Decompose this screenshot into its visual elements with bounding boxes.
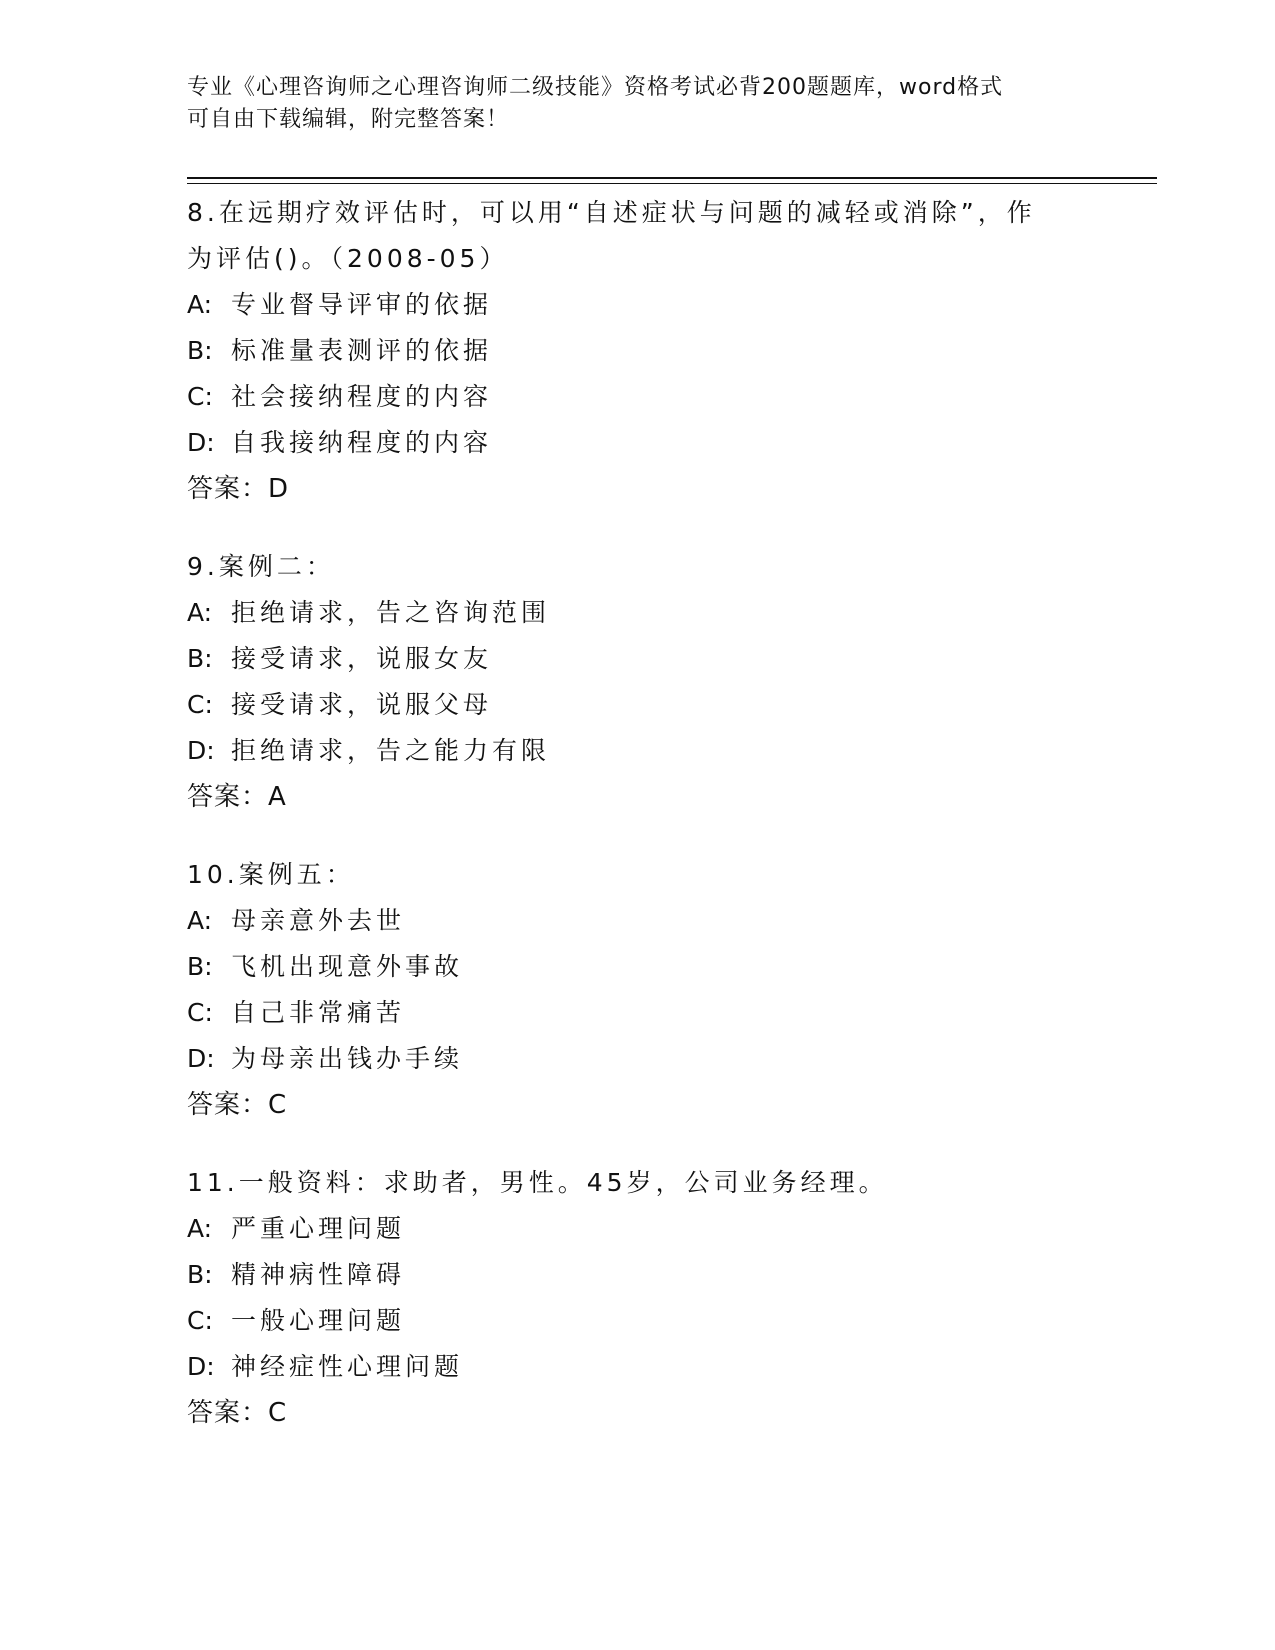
option-text: 标准量表测评的依据: [231, 336, 493, 365]
option-d: [187, 1344, 1087, 1390]
option-a: [187, 590, 1087, 636]
option-letter: A:: [187, 906, 213, 935]
answer-value: A: [268, 782, 286, 812]
header-divider-thin: [187, 183, 1157, 184]
question-stem-continued: 为评估()。（2008-05）: [187, 244, 509, 273]
question-stem: 10.案例五：: [187, 860, 355, 889]
option-a: [187, 282, 1087, 328]
answer-label: 答案：: [187, 1090, 269, 1120]
option-letter: D:: [187, 1352, 215, 1381]
header-line-1: 专业《心理咨询师之心理咨询师二级技能》资格考试必背200题题库，word格式: [187, 75, 1004, 100]
option-text: 自己非常痛苦: [231, 998, 406, 1027]
option-text: 自我接纳程度的内容: [231, 428, 493, 457]
answer-value: C: [268, 1090, 287, 1120]
option-letter: A:: [187, 1214, 213, 1243]
question-9: [187, 544, 1087, 820]
option-letter: D:: [187, 1044, 215, 1073]
answer-line: [187, 774, 1087, 820]
answer-value: C: [268, 1398, 287, 1428]
option-text: 专业督导评审的依据: [231, 290, 493, 319]
option-c: [187, 990, 1087, 1036]
option-d: [187, 728, 1087, 774]
answer-line: [187, 466, 1087, 512]
question-8: [187, 190, 1087, 512]
option-text: 母亲意外去世: [231, 906, 406, 935]
option-letter: A:: [187, 598, 213, 627]
question-10: [187, 852, 1087, 1128]
option-letter: B:: [187, 1260, 213, 1289]
answer-label: 答案：: [187, 782, 269, 812]
option-a: [187, 1206, 1087, 1252]
option-text: 严重心理问题: [231, 1214, 406, 1243]
option-text: 拒绝请求，告之咨询范围: [231, 598, 551, 627]
option-text: 社会接纳程度的内容: [231, 382, 493, 411]
option-text: 神经症性心理问题: [231, 1352, 464, 1381]
header-divider-thick: [187, 177, 1157, 179]
option-letter: B:: [187, 644, 213, 673]
option-b: [187, 1252, 1087, 1298]
question-stem: 11.一般资料：求助者，男性。45岁，公司业务经理。: [187, 1168, 888, 1197]
answer-label: 答案：: [187, 1398, 269, 1428]
option-letter: C:: [187, 1306, 213, 1335]
option-letter: B:: [187, 336, 213, 365]
question-stem: 8.在远期疗效评估时，可以用“自述症状与问题的减轻或消除”，作: [187, 198, 1036, 227]
option-letter: D:: [187, 736, 215, 765]
question-list: [187, 190, 1087, 1468]
answer-label: 答案：: [187, 474, 269, 504]
question-11: [187, 1160, 1087, 1436]
option-d: [187, 1036, 1087, 1082]
option-text: 飞机出现意外事故: [231, 952, 464, 981]
option-a: [187, 898, 1087, 944]
option-text: 为母亲出钱办手续: [231, 1044, 464, 1073]
option-text: 拒绝请求，告之能力有限: [231, 736, 551, 765]
option-text: 接受请求，说服父母: [231, 690, 493, 719]
answer-line: [187, 1390, 1087, 1436]
question-stem: 9.案例二：: [187, 552, 335, 581]
option-d: [187, 420, 1087, 466]
option-letter: B:: [187, 952, 213, 981]
option-b: [187, 944, 1087, 990]
option-letter: C:: [187, 998, 213, 1027]
answer-line: [187, 1082, 1087, 1128]
option-b: [187, 636, 1087, 682]
option-text: 一般心理问题: [231, 1306, 406, 1335]
document-header: [187, 72, 1087, 136]
option-text: 精神病性障碍: [231, 1260, 406, 1289]
answer-value: D: [268, 474, 289, 504]
option-text: 接受请求，说服女友: [231, 644, 493, 673]
option-letter: C:: [187, 690, 213, 719]
option-letter: C:: [187, 382, 213, 411]
option-letter: D:: [187, 428, 215, 457]
header-line-2: 可自由下载编辑，附完整答案！: [187, 107, 510, 132]
option-c: [187, 374, 1087, 420]
option-letter: A:: [187, 290, 213, 319]
option-b: [187, 328, 1087, 374]
option-c: [187, 682, 1087, 728]
option-c: [187, 1298, 1087, 1344]
